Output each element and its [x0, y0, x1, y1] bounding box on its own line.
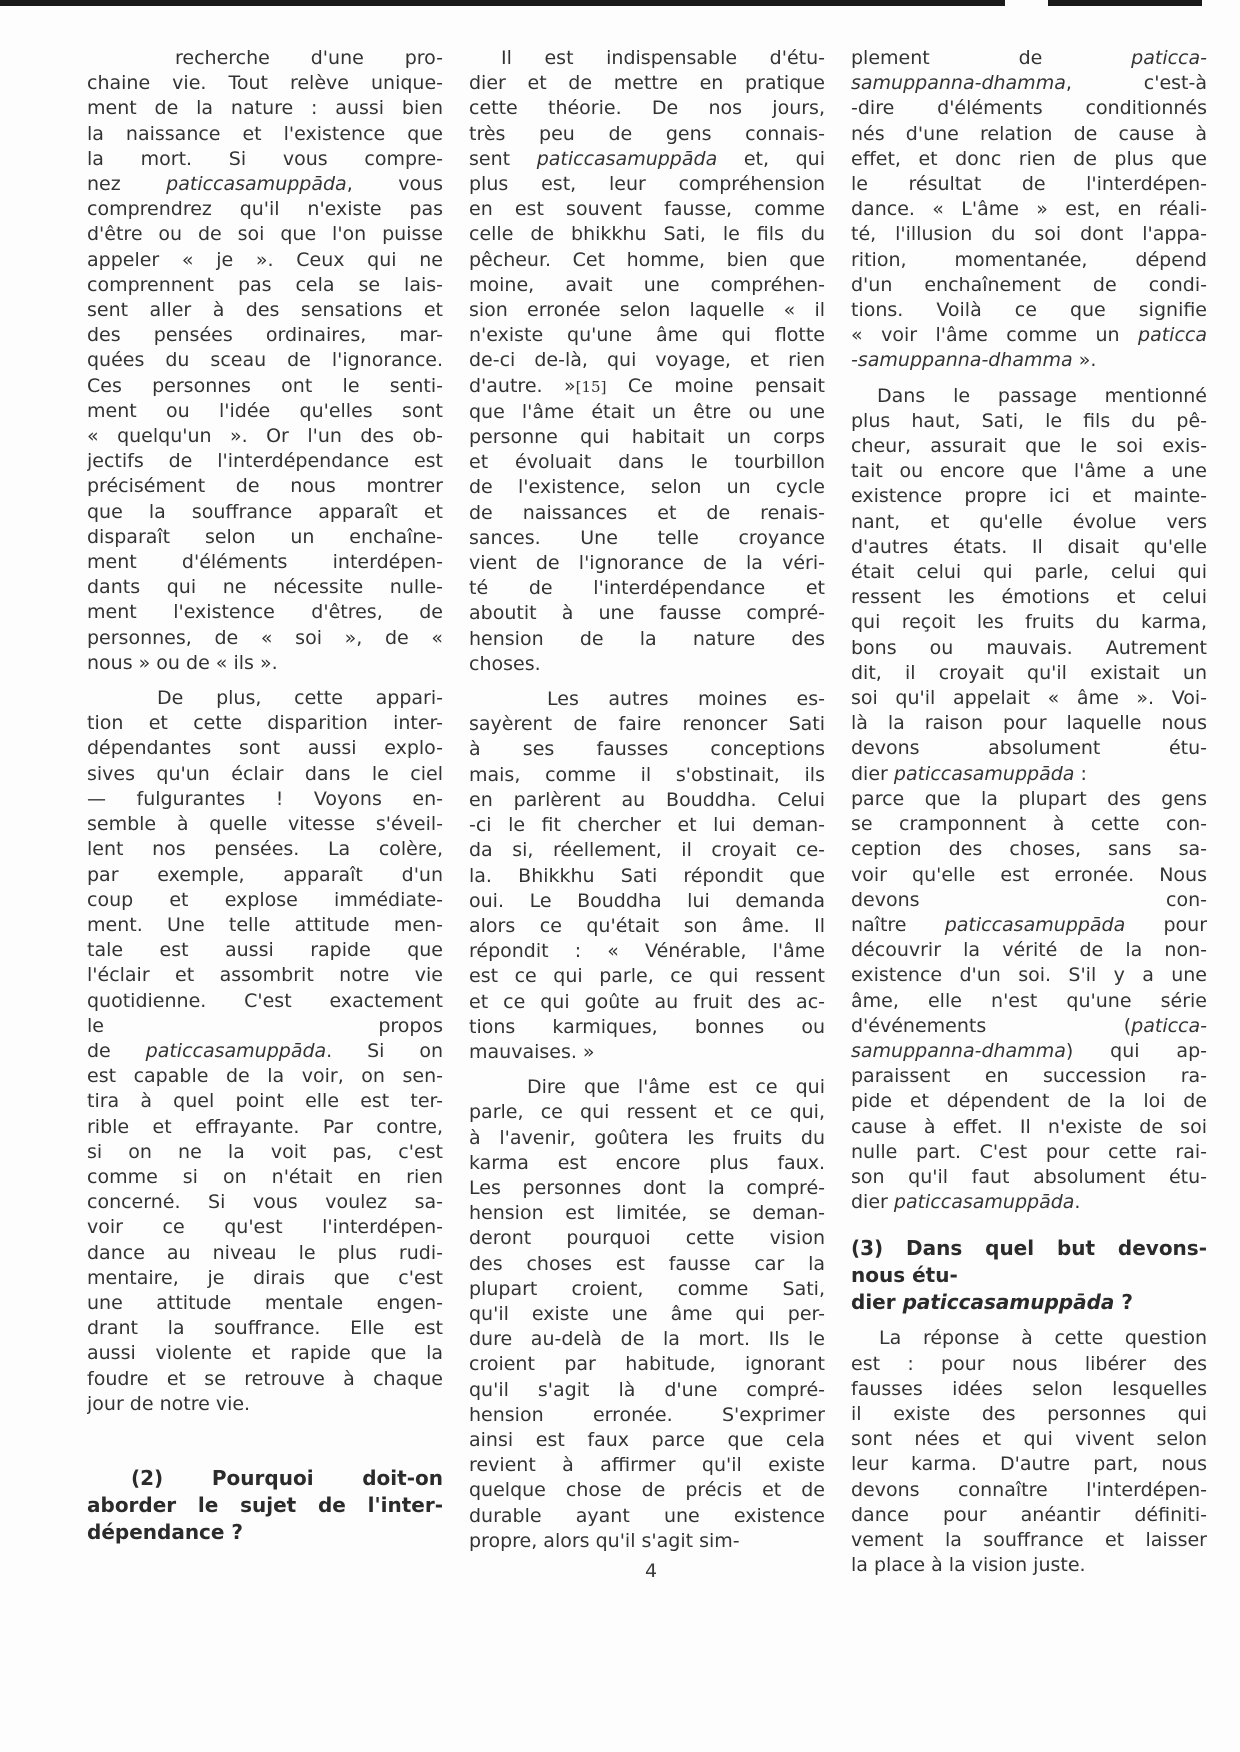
text-line: -samuppanna-dhamma ».: [851, 349, 1097, 372]
text-line: effet, et donc rien de plus que: [851, 147, 1207, 170]
text-line: ment de la nature : aussi bien: [87, 97, 443, 120]
text-line: « voir l'âme comme un paticca: [851, 324, 1207, 347]
text-line: celle de bhikkhu Sati, le fils du: [469, 223, 825, 246]
text-line: âme, elle n'est qu'une série: [851, 989, 1207, 1012]
text-line: le propos: [87, 1014, 443, 1037]
text-line: dier et de mettre en pratique: [469, 72, 825, 95]
text-line: qui reçoit les fruits du karma,: [851, 611, 1207, 634]
text-line: plupart croient, comme Sati,: [469, 1277, 825, 1300]
text-line: personne qui habitait un corps: [469, 426, 825, 449]
text-column-middle: [469, 46, 825, 1578]
text-line: cheur, assurait que le soi exis-: [851, 435, 1207, 458]
text-line: mais, comme il s'obstinait, ils: [469, 763, 825, 786]
text-line: qu'il s'agit là d'une compré-: [469, 1378, 825, 1401]
section-heading: [851, 1235, 1207, 1289]
text-line: parle, ce qui ressent et ce qui,: [469, 1101, 825, 1124]
text-line: sent aller à des sensations et: [87, 299, 443, 322]
page-number: 4: [644, 1560, 658, 1582]
text-line: paraissent en succession ra-: [851, 1065, 1207, 1088]
text-line: précisément de nous montrer: [87, 475, 443, 498]
text-column-right: [851, 46, 1207, 1578]
scan-top-bar-segment: [1048, 0, 1202, 6]
text-line: personnes, de « soi », de «: [87, 626, 443, 649]
text-line: tions. Voilà ce que signifie: [851, 299, 1207, 322]
text-line: nez paticcasamuppāda, vous: [87, 173, 443, 196]
text-line: quotidienne. C'est exactement: [87, 989, 443, 1012]
text-line: par exemple, apparaît d'un: [87, 863, 443, 886]
text-line: des choses est fausse car la: [469, 1252, 825, 1275]
text-line: dance pour anéantir définiti-: [851, 1503, 1207, 1526]
text-line: té de l'interdépendance et: [469, 577, 825, 600]
text-line: la place à la vision juste.: [851, 1554, 1086, 1577]
text-line: vient de l'ignorance de la véri-: [469, 552, 825, 575]
text-line: que l'âme était un être ou une: [469, 400, 825, 423]
text-line: croient par habitude, ignorant: [469, 1353, 825, 1376]
text-line: alors ce qu'était son âme. Il: [469, 914, 825, 937]
text-line: voir ce qu'est l'interdépen-: [87, 1216, 443, 1239]
text-line: d'être ou de soi que l'on puisse: [87, 223, 443, 246]
text-line: la mort. Si vous compre-: [87, 147, 443, 170]
text-line: soi qu'il appelait « âme ». Voi-: [851, 687, 1207, 710]
text-line: tions karmiques, bonnes ou: [469, 1015, 825, 1038]
text-line: (2) Pourquoi doit-on: [131, 1465, 443, 1490]
text-line: de naissances et de renais-: [469, 501, 825, 524]
text-line: tait ou encore que l'âme a une: [851, 460, 1207, 483]
text-line: samuppanna-dhamma) qui ap-: [851, 1039, 1207, 1062]
text-line: si on ne la voit pas, c'est: [87, 1140, 443, 1163]
text-line: dure au-delà de la mort. Ils le: [469, 1328, 825, 1351]
text-line: en parlèrent au Bouddha. Celui: [469, 788, 825, 811]
text-line: (3) Dans quel but devons-: [851, 1236, 1207, 1261]
text-line: choses.: [469, 652, 541, 675]
text-line: qu'il existe une âme qui per-: [469, 1302, 825, 1325]
text-line: Les autres moines es-: [547, 688, 825, 711]
text-line: hension de la nature des: [469, 627, 825, 650]
text-line: de l'existence, selon un cycle: [469, 476, 825, 499]
text-line: bons ou mauvais. Autrement: [851, 636, 1207, 659]
text-line: mauvaises. »: [469, 1040, 595, 1063]
text-line: naître paticcasamuppāda pour: [851, 913, 1207, 936]
text-line: fausses idées selon lesquelles: [851, 1377, 1207, 1400]
text-line: concerné. Si vous voulez sa-: [87, 1191, 443, 1214]
text-line: sives qu'un éclair dans le ciel: [87, 762, 443, 785]
text-line: lent nos pensées. La colère,: [87, 838, 443, 861]
text-line: ment d'éléments interdépen-: [87, 551, 443, 574]
text-line: la naissance et l'existence que: [87, 122, 443, 145]
paragraph: [851, 787, 1207, 1215]
text-line: De plus, cette appari-: [157, 687, 443, 710]
text-line: comprennent pas cela se lais-: [87, 273, 443, 296]
text-line: devons con-: [851, 888, 1207, 911]
text-line: ainsi est faux parce que cela: [469, 1428, 825, 1451]
text-line: nés d'une relation de cause à: [851, 122, 1207, 145]
paragraph: [87, 686, 443, 1417]
paragraph: [87, 46, 443, 676]
text-line: nulle part. C'est pour cette rai-: [851, 1140, 1207, 1163]
text-line: Dire que l'âme est ce qui: [527, 1076, 825, 1099]
text-line: pide et dépendent de la loi de: [851, 1090, 1207, 1113]
text-line: que la souffrance apparaît et: [87, 500, 443, 523]
text-line: sent paticcasamuppāda et, qui: [469, 147, 825, 170]
text-line: de paticcasamuppāda. Si on: [87, 1039, 443, 1062]
text-line: tira à quel point elle est ter-: [87, 1090, 443, 1113]
paragraph: [469, 46, 825, 677]
text-line: Dans le passage mentionné: [877, 384, 1207, 407]
text-line: drant la souffrance. Elle est: [87, 1317, 443, 1340]
paragraph: [851, 1326, 1207, 1578]
text-line: répondit : « Vénérable, l'âme: [469, 940, 825, 963]
text-line: té, l'illusion du soi dont l'appa-: [851, 223, 1207, 246]
text-line: une attitude mentale engen-: [87, 1291, 443, 1314]
text-line: rition, momentanée, dépend: [851, 248, 1207, 271]
text-line: jour de notre vie.: [87, 1392, 251, 1415]
text-line: propre, alors qu'il s'agit sim-: [469, 1529, 740, 1552]
text-line: ment. Une telle attitude men-: [87, 913, 443, 936]
text-line: des pensées ordinaires, mar-: [87, 324, 443, 347]
text-line: hension erronée. S'exprimer: [469, 1403, 825, 1426]
text-line: Les personnes dont la compré-: [469, 1176, 825, 1199]
text-line: voir qu'elle est erronée. Nous: [851, 863, 1207, 886]
text-line: à l'avenir, goûtera les fruits du: [469, 1126, 825, 1149]
text-line: tale est aussi rapide que: [87, 939, 443, 962]
text-line: de-ci de-là, qui voyage, et rien: [469, 349, 825, 372]
text-line: -ci le fit chercher et lui deman-: [469, 814, 825, 837]
text-line: sances. Une telle croyance: [469, 526, 825, 549]
text-line: dit, il croyait qu'il existait un: [851, 661, 1207, 684]
paragraph: [851, 46, 1207, 374]
text-line: coup et explose immédiate-: [87, 888, 443, 911]
text-line: nous étu-: [851, 1263, 958, 1288]
text-line: oui. Le Bouddha lui demanda: [469, 889, 825, 912]
text-line: le résultat de l'interdépen-: [851, 173, 1207, 196]
text-line: d'autre. »[15] Ce moine pensait: [469, 374, 825, 397]
text-line: existence propre ici et mainte-: [851, 485, 1207, 508]
text-line: vement la souffrance et laisser: [851, 1528, 1207, 1551]
text-line: ment l'existence d'êtres, de: [87, 601, 443, 624]
text-line: existence d'un soi. S'il y a une: [851, 964, 1207, 987]
text-line: était celui qui parle, celui qui: [851, 561, 1207, 584]
text-line: revient à affirmer qu'il existe: [469, 1454, 825, 1477]
text-line: dants qui ne nécessite nulle-: [87, 576, 443, 599]
text-line: rible et effrayante. Par contre,: [87, 1115, 443, 1138]
paragraph: [851, 384, 1207, 787]
text-line: est capable de la voir, on sen-: [87, 1065, 443, 1088]
text-line: leur karma. D'autre part, nous: [851, 1453, 1207, 1476]
text-line: Il est indispensable d'étu-: [501, 47, 825, 69]
text-line: ressent les émotions et celui: [851, 586, 1207, 609]
paragraph: [469, 1075, 825, 1554]
text-column-left: [87, 46, 443, 1578]
text-line: sayèrent de faire renoncer Sati: [469, 713, 825, 736]
text-line: semble à quelle vitesse s'éveil-: [87, 813, 443, 836]
paragraph: [469, 687, 825, 1065]
text-line: dier paticcasamuppāda.: [851, 1191, 1081, 1214]
text-line: -dire d'éléments conditionnés: [851, 97, 1207, 120]
text-line: cette théorie. De nos jours,: [469, 97, 825, 120]
text-line: n'existe qu'une âme qui flotte: [469, 324, 825, 347]
text-line: et ce qui goûte au fruit des ac-: [469, 990, 825, 1013]
page-body-three-columns: [87, 46, 1207, 1578]
text-line: aussi violente et rapide que la: [87, 1342, 443, 1365]
text-line: appeler « je ». Ceux qui ne: [87, 248, 443, 271]
text-line: karma est encore plus faux.: [469, 1151, 825, 1174]
text-line: son qu'il faut absolument étu-: [851, 1165, 1207, 1188]
text-line: plus haut, Sati, le fils du pê-: [851, 409, 1207, 432]
text-line: cause à effet. Il n'existe de soi: [851, 1115, 1207, 1138]
text-line: dier paticcasamuppāda :: [851, 762, 1087, 785]
text-line: la. Bhikkhu Sati répondit que: [469, 864, 825, 887]
text-line: là la raison pour laquelle nous: [851, 712, 1207, 735]
text-line: ception des choses, sans sa-: [851, 838, 1207, 861]
text-line: dance au niveau le plus rudi-: [87, 1241, 443, 1264]
text-line: jectifs de l'interdépendance est: [87, 450, 443, 473]
text-line: en est souvent fausse, comme: [469, 198, 825, 221]
text-line: « quelqu'un ». Or l'un des ob-: [87, 425, 443, 448]
text-line: recherche d'une pro-: [175, 47, 443, 69]
text-line: découvrir la vérité de la non-: [851, 939, 1207, 962]
scan-top-bar-segment: [0, 0, 1005, 6]
text-line: aborder le sujet de l'inter-: [87, 1492, 443, 1517]
text-line: dépendantes sont aussi explo-: [87, 737, 443, 760]
text-line: d'événements (paticca-: [851, 1014, 1207, 1037]
text-line: disparaît selon un enchaîne-: [87, 525, 443, 548]
text-line: — fulgurantes ! Voyons en-: [87, 787, 443, 810]
text-line: est ce qui parle, ce qui ressent: [469, 965, 825, 988]
text-line: mentaire, je dirais que c'est: [87, 1266, 443, 1289]
text-line: chaine vie. Tout relève unique-: [87, 72, 443, 95]
text-line: et évoluait dans le tourbillon: [469, 451, 825, 474]
text-line: hension est limitée, se deman-: [469, 1202, 825, 1225]
text-line: quées du sceau de l'ignorance.: [87, 349, 443, 372]
section-heading: [851, 1289, 1207, 1316]
text-line: tion et cette disparition inter-: [87, 712, 443, 735]
text-line: pêcheur. Cet homme, bien que: [469, 248, 825, 271]
text-line: quelque chose de précis et de: [469, 1479, 825, 1502]
text-line: d'autres états. Il disait qu'elle: [851, 535, 1207, 558]
text-line: comprendrez qu'il n'existe pas: [87, 198, 443, 221]
text-line: dier paticcasamuppāda ?: [851, 1290, 1133, 1315]
text-line: moine, avait une compréhen-: [469, 273, 825, 296]
section-heading: [87, 1465, 443, 1546]
text-line: comme si on n'était en rien: [87, 1165, 443, 1188]
text-line: sont nées et qui vivent selon: [851, 1428, 1207, 1451]
text-line: nant, et qu'elle évolue vers: [851, 510, 1207, 533]
text-line: sion erronée selon laquelle « il: [469, 299, 825, 322]
text-line: plus est, leur compréhension: [469, 173, 825, 196]
text-line: d'un enchaînement de condi-: [851, 273, 1207, 296]
text-line: da si, réellement, il croyait ce-: [469, 839, 825, 862]
text-line: devons absolument étu-: [851, 737, 1207, 760]
text-line: Ces personnes ont le senti-: [87, 374, 443, 397]
text-line: samuppanna-dhamma, c'est-à: [851, 72, 1207, 95]
text-line: ment ou l'idée qu'elles sont: [87, 399, 443, 422]
footnote-reference: [15]: [575, 377, 607, 396]
text-line: nous » ou de « ils ».: [87, 651, 278, 674]
text-line: plement de paticca-: [851, 47, 1207, 69]
text-line: se cramponnent à cette con-: [851, 813, 1207, 836]
text-line: dance. « L'âme » est, en réali-: [851, 198, 1207, 221]
text-line: parce que la plupart des gens: [851, 787, 1207, 810]
text-line: foudre et se retrouve à chaque: [87, 1367, 443, 1390]
text-line: devons connaître l'interdépen-: [851, 1478, 1207, 1501]
text-line: dépendance ?: [87, 1519, 244, 1544]
text-line: aboutit à une fausse compré-: [469, 602, 825, 625]
text-line: l'éclair et assombrit notre vie: [87, 964, 443, 987]
text-line: à ses fausses conceptions: [469, 738, 825, 761]
text-line: durable ayant une existence: [469, 1504, 825, 1527]
text-line: est : pour nous libérer des: [851, 1352, 1207, 1375]
text-line: il existe des personnes qui: [851, 1402, 1207, 1425]
text-line: La réponse à cette question: [879, 1327, 1207, 1350]
text-line: deront pourquoi cette vision: [469, 1227, 825, 1250]
text-line: très peu de gens connais-: [469, 122, 825, 145]
